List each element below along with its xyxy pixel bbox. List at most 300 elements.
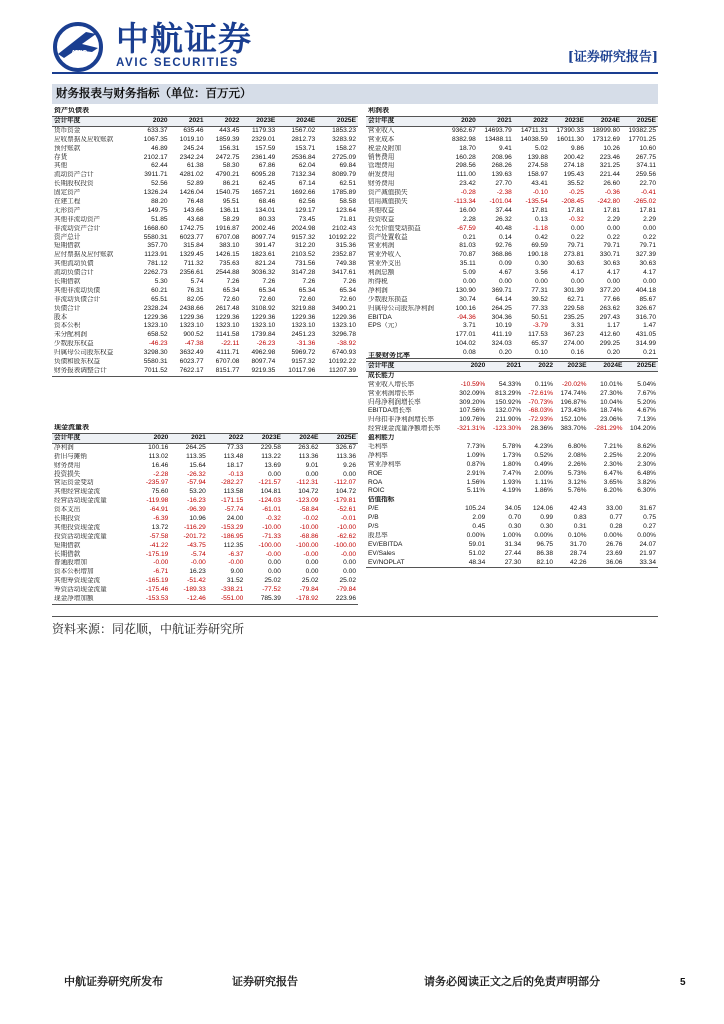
value-cell: 62.44	[151, 162, 168, 170]
value-cell: 0.27	[643, 522, 656, 530]
ratio-group-row	[366, 434, 658, 443]
value-cell: 299.25	[599, 340, 620, 348]
value-cell: 61.38	[186, 162, 204, 170]
value-cell: -179.81	[333, 497, 356, 505]
table-row	[52, 313, 358, 322]
year-header: 2025E	[622, 116, 658, 126]
value-cell: 0.31	[573, 522, 587, 530]
value-cell: 28.74	[570, 549, 587, 557]
value-cell: 267.75	[635, 153, 656, 161]
row-label: 其他经营现金流	[54, 488, 101, 496]
value-cell: 109.76%	[459, 416, 486, 424]
value-cell: 2.30%	[637, 460, 656, 468]
value-cell: 65.34	[222, 286, 240, 294]
value-cell: 72.60	[222, 295, 240, 303]
table-row	[52, 577, 358, 586]
value-cell: 52.56	[151, 180, 168, 188]
table-row	[52, 462, 358, 471]
value-cell: 42.26	[555, 558, 588, 567]
value-cell: 10.04%	[600, 398, 623, 406]
value-cell: -0.00	[303, 550, 319, 558]
value-cell: -10.00	[262, 523, 281, 531]
row-label: 其他非流动负债	[54, 286, 101, 294]
value-cell: 6.30%	[637, 487, 656, 495]
table-row	[366, 452, 658, 461]
value-cell: 3283.92	[332, 135, 356, 143]
value-cell: 3219.88	[291, 304, 316, 312]
table-title-row	[52, 424, 358, 433]
row-label: 其他流动负债	[54, 260, 94, 268]
value-cell: -135.54	[525, 197, 548, 205]
value-cell: -0.02	[303, 514, 319, 522]
year-header: 2023E	[555, 361, 588, 371]
table-header-row	[52, 116, 358, 126]
value-cell: 711.32	[183, 260, 204, 268]
table-row	[52, 136, 358, 145]
value-cell: 26.76	[605, 540, 623, 548]
table-row	[366, 416, 658, 425]
row-label: 折旧与摊销	[54, 452, 87, 460]
value-cell: -0.25	[568, 189, 584, 197]
value-cell: 9157.32	[291, 233, 316, 241]
value-cell: 124.06	[532, 505, 554, 513]
value-cell: -124.03	[258, 497, 281, 505]
value-cell: 42.43	[570, 505, 587, 513]
value-cell: -265.02	[633, 197, 656, 205]
value-cell: 3632.49	[179, 349, 204, 357]
value-cell: 1229.36	[291, 313, 316, 321]
value-cell: 64.14	[495, 295, 512, 303]
value-cell: -116.29	[183, 523, 206, 531]
value-cell: 0.00	[268, 470, 281, 478]
value-cell: 9.01	[305, 461, 319, 469]
value-cell: 13.69	[264, 461, 281, 469]
value-cell: 259.56	[635, 171, 656, 179]
value-cell: 0.83	[573, 514, 587, 522]
row-label: 应收票据及应收账款	[54, 135, 114, 143]
value-cell: 9157.32	[291, 357, 316, 365]
value-cell: 111.00	[456, 171, 476, 179]
table-row	[52, 287, 358, 296]
page-number: 5	[680, 977, 686, 988]
value-cell: 900.52	[183, 331, 204, 339]
value-cell: 7.26	[302, 277, 316, 285]
value-cell: 412.60	[599, 331, 620, 339]
value-cell: -338.21	[220, 586, 244, 594]
value-cell: 2352.87	[332, 251, 356, 259]
value-cell: 62.56	[298, 197, 316, 205]
row-label: 投资活动现金流量	[54, 532, 107, 540]
value-cell: -112.31	[296, 479, 319, 487]
value-cell: 4.67%	[637, 407, 656, 415]
row-label: P/B	[368, 514, 379, 522]
table-row	[366, 541, 658, 550]
value-cell: 2024.98	[291, 224, 316, 232]
value-cell: 5969.72	[291, 349, 316, 357]
value-cell: 2.09	[472, 514, 486, 522]
row-label: ROE	[368, 469, 383, 477]
value-cell: 16011.30	[556, 135, 584, 143]
value-cell: 1785.89	[332, 189, 356, 197]
value-cell: 2361.49	[251, 153, 276, 161]
value-cell: 2472.75	[215, 153, 240, 161]
row-label: 负债和股东权益	[54, 357, 101, 365]
value-cell: 17701.25	[628, 135, 656, 143]
table-row	[366, 550, 658, 559]
value-cell: 67.14	[298, 180, 316, 188]
table-row	[366, 505, 658, 514]
value-cell: 264.25	[185, 443, 206, 451]
ratio-group-label: 成长能力	[368, 371, 395, 379]
row-label: EV/Sales	[368, 549, 396, 557]
value-cell: -189.33	[183, 586, 206, 594]
row-label	[366, 340, 446, 349]
value-cell: 4281.02	[179, 171, 204, 179]
value-cell: -282.27	[220, 479, 244, 487]
table-header-row	[366, 116, 658, 126]
value-cell: 26.32	[495, 215, 512, 223]
source-divider	[52, 616, 658, 617]
value-cell: 4962.98	[251, 349, 276, 357]
value-cell: 62.04	[298, 162, 316, 170]
value-cell: 4.67	[498, 269, 512, 277]
value-cell: 1.80%	[502, 460, 522, 468]
value-cell: 9.41	[498, 144, 512, 152]
svg-text:AVIC: AVIC	[71, 50, 88, 57]
value-cell: 264.25	[491, 304, 512, 312]
value-cell: 327.39	[635, 251, 656, 259]
value-cell: 1.73%	[502, 451, 522, 459]
value-cell: 6.20%	[603, 487, 623, 495]
value-cell: -68.03%	[528, 407, 554, 415]
value-cell: 1323.10	[143, 322, 168, 330]
value-cell: 10.96	[189, 514, 206, 522]
value-cell: -51.42	[187, 577, 206, 585]
value-cell: 8382.98	[451, 135, 476, 143]
value-cell: 18999.80	[592, 126, 620, 134]
value-cell: 1916.87	[215, 224, 240, 232]
table-title: 主要财务比率	[368, 352, 410, 360]
year-header: 2020	[451, 361, 487, 371]
value-cell: 3490.21	[332, 304, 356, 312]
value-cell: 39.52	[531, 295, 548, 303]
value-cell: 88.20	[151, 197, 168, 205]
value-cell: 3108.92	[251, 304, 276, 312]
value-cell: -121.57	[258, 479, 281, 487]
table-row	[366, 233, 658, 242]
value-cell: 2438.66	[179, 304, 204, 312]
value-cell: -186.95	[220, 532, 244, 540]
row-label: 财务费用	[54, 461, 81, 469]
value-cell: 0.30	[535, 260, 548, 268]
table-row	[52, 524, 358, 533]
row-label: 资产减值损失	[368, 189, 408, 197]
table-row	[52, 453, 358, 462]
value-cell: -62.62	[337, 532, 356, 540]
row-label: 在建工程	[54, 197, 81, 205]
value-cell: 3298.30	[143, 349, 168, 357]
value-cell: 3.56	[535, 269, 548, 277]
value-cell: 4.17	[643, 269, 656, 277]
value-cell: 7.13%	[637, 416, 656, 424]
table-row	[366, 478, 658, 487]
row-label: 长期投资	[54, 514, 81, 522]
value-cell: 411.19	[492, 331, 512, 339]
value-cell: 18.70	[459, 144, 476, 152]
year-header: 2021	[170, 433, 208, 443]
value-cell: 65.37	[531, 340, 548, 348]
table-row	[52, 559, 358, 568]
row-label: 资产处置收益	[368, 233, 408, 241]
value-cell: 67.86	[258, 162, 276, 170]
value-cell: 2.28	[462, 215, 476, 223]
value-cell: 2617.48	[215, 304, 240, 312]
value-cell: 0.00	[643, 224, 656, 232]
year-header: 2024E	[283, 433, 321, 443]
table-row	[366, 443, 658, 452]
value-cell: 104.72	[298, 488, 319, 496]
value-cell: -235.97	[145, 479, 169, 487]
row-label: 营业利润	[368, 242, 395, 250]
value-cell: 17.81	[567, 206, 584, 214]
value-cell: -16.23	[187, 497, 206, 505]
value-cell: 6707.08	[215, 233, 240, 241]
row-label: 其他投资现金流	[54, 523, 101, 531]
value-cell: 4111.71	[216, 349, 240, 357]
value-cell: -281.29%	[594, 425, 623, 433]
row-label: 归母净利润增长率	[368, 398, 421, 406]
year-header: 2025E	[320, 433, 358, 443]
row-label: 研发费用	[368, 171, 395, 179]
value-cell: 1123.91	[144, 251, 168, 259]
value-cell: 1229.36	[332, 313, 356, 321]
value-cell: 51.02	[468, 549, 486, 557]
row-label: 管理费用	[368, 162, 395, 170]
value-cell: 160.28	[455, 153, 476, 161]
row-label: 资本公积增加	[54, 568, 94, 576]
row-label: 净利率	[368, 451, 388, 459]
table-row	[366, 198, 658, 207]
value-cell: 13488.11	[484, 135, 512, 143]
value-cell: 821.24	[255, 260, 276, 268]
value-cell: 6.48%	[637, 469, 656, 477]
row-label: 其他非流动资产	[54, 215, 101, 223]
value-cell: -2.28	[153, 470, 169, 478]
table-row	[52, 367, 358, 376]
table-row	[52, 595, 358, 604]
value-cell: 2.29	[607, 215, 620, 223]
value-cell: -1.18	[532, 224, 548, 232]
value-cell: 17.81	[531, 206, 548, 214]
value-cell: -0.00	[340, 550, 356, 558]
value-cell: -101.04	[489, 197, 512, 205]
year-header: 2024E	[586, 116, 622, 126]
value-cell: 27.44	[504, 549, 522, 557]
value-cell: 2002.46	[251, 224, 276, 232]
value-cell: 33.34	[624, 558, 658, 567]
table-row	[52, 296, 358, 305]
value-cell: 2103.52	[291, 251, 316, 259]
table-row	[52, 542, 358, 551]
value-cell: -20.02%	[561, 380, 587, 388]
income-statement-table	[366, 107, 658, 359]
value-cell: 3417.61	[332, 269, 356, 277]
value-cell: -10.59%	[460, 380, 486, 388]
value-cell: -12.46	[170, 595, 208, 604]
value-cell: 2725.09	[332, 153, 356, 161]
table-row	[366, 313, 658, 322]
value-cell: 0.00%	[637, 531, 656, 539]
table-row	[366, 470, 658, 479]
value-cell: 221.44	[599, 171, 620, 179]
ratio-group-label: 估值指标	[368, 496, 395, 504]
value-cell: 174.74%	[560, 389, 587, 397]
value-cell: 0.00	[535, 277, 548, 285]
value-cell: 0.00	[305, 559, 319, 567]
value-cell: 0.08	[446, 349, 478, 358]
row-label: 固定资产	[54, 189, 81, 197]
value-cell: -72.61%	[528, 389, 554, 397]
header-label: 会计年度	[366, 116, 446, 126]
row-label: 负债合计	[54, 304, 81, 312]
value-cell: 104.72	[335, 488, 356, 496]
table-row	[366, 523, 658, 532]
row-label: 信用减值损失	[368, 197, 408, 205]
value-cell: 2328.24	[143, 304, 168, 312]
value-cell: -0.32	[568, 215, 584, 223]
value-cell: -178.92	[283, 595, 321, 604]
value-cell: -551.00	[208, 595, 246, 604]
value-cell: 1742.75	[179, 224, 204, 232]
value-cell: 0.00%	[603, 531, 623, 539]
value-cell: -64.91	[149, 506, 169, 514]
year-header: 2020	[133, 433, 171, 443]
value-cell: 68.46	[258, 197, 276, 205]
value-cell: 735.63	[219, 260, 240, 268]
value-cell: 2262.73	[143, 269, 168, 277]
row-label: EPS（元）	[368, 322, 401, 330]
header-label: 会计年度	[52, 433, 133, 443]
value-cell: -0.00	[265, 550, 281, 558]
row-label: P/E	[368, 505, 379, 513]
value-cell: 69.84	[339, 162, 356, 170]
value-cell: -153.53	[133, 595, 171, 604]
value-cell: 96.75	[536, 540, 554, 548]
value-cell: -26.32	[187, 470, 206, 478]
value-cell: 0.22	[571, 233, 584, 241]
value-cell: 10.01%	[600, 380, 623, 388]
value-cell: 25.02	[301, 577, 319, 585]
value-cell: 2.30%	[603, 460, 623, 468]
table-row	[52, 586, 358, 595]
table-row	[52, 126, 358, 135]
value-cell: -57.74	[224, 506, 244, 514]
table-row	[366, 251, 658, 260]
value-cell: 298.56	[455, 162, 476, 170]
table-row	[52, 216, 358, 225]
value-cell: -5.74	[190, 550, 206, 558]
value-cell: 1323.10	[179, 322, 204, 330]
value-cell: 1.93%	[502, 478, 522, 486]
value-cell: 2102.17	[143, 153, 168, 161]
value-cell: -61.01	[262, 506, 281, 514]
value-cell: -0.00	[228, 559, 244, 567]
value-cell: 23.69	[605, 549, 623, 557]
value-cell: 1229.36	[143, 313, 168, 321]
value-cell: 7.26	[262, 277, 276, 285]
value-cell: 30.63	[603, 260, 620, 268]
value-cell: 129.17	[295, 206, 316, 214]
value-cell: 1692.66	[291, 189, 316, 197]
value-cell: 0.00	[571, 277, 584, 285]
value-cell: 316.70	[635, 313, 656, 321]
value-cell: 9362.67	[451, 126, 476, 134]
value-cell: 0.16	[550, 349, 586, 358]
row-label: 净利润	[368, 286, 388, 294]
row-label: 资本公积	[54, 322, 81, 330]
value-cell: 0.52%	[534, 451, 554, 459]
row-label: 投资收益	[368, 215, 395, 223]
table-title-row	[366, 107, 658, 116]
table-title-row	[366, 352, 658, 361]
value-cell: 8097.74	[251, 357, 276, 365]
value-cell: 112.35	[223, 541, 244, 549]
value-cell: 19382.25	[628, 126, 656, 134]
value-cell: 62.45	[258, 180, 276, 188]
value-cell: 3.82%	[637, 478, 656, 486]
year-header: 2021	[487, 361, 523, 371]
value-cell: 85.67	[639, 295, 656, 303]
value-cell: 312.20	[295, 242, 316, 250]
value-cell: 314.99	[635, 340, 656, 348]
value-cell: 7.26	[226, 277, 240, 285]
value-cell: 92.76	[495, 242, 512, 250]
value-cell: -123.30%	[492, 425, 522, 433]
value-cell: 2.20%	[637, 451, 656, 459]
value-cell: 40.48	[495, 224, 512, 232]
row-label: 营业收入增长率	[368, 380, 415, 388]
value-cell: 3296.78	[332, 331, 356, 339]
row-label: EBITDA	[368, 313, 392, 321]
value-cell: 635.46	[183, 126, 204, 134]
value-cell: 0.00	[305, 568, 319, 576]
value-cell: 7.47%	[502, 469, 522, 477]
value-cell: 28.36%	[530, 425, 554, 433]
value-cell: 273.81	[563, 251, 584, 259]
value-cell: -67.59	[457, 224, 476, 232]
value-cell: 0.00	[498, 277, 512, 285]
value-cell: 107.56%	[459, 407, 486, 415]
value-cell: 65.34	[339, 286, 356, 294]
value-cell: -153.29	[220, 523, 244, 531]
value-cell: 0.13	[535, 215, 548, 223]
header-divider	[52, 72, 658, 74]
value-cell: 0.30	[508, 522, 522, 530]
value-cell: -112.07	[334, 479, 356, 487]
value-cell: 58.30	[222, 162, 240, 170]
value-cell: 4790.21	[215, 171, 240, 179]
row-label: 长期借款	[54, 550, 81, 558]
value-cell: 73.45	[298, 215, 316, 223]
row-label: ROIC	[368, 487, 385, 495]
value-cell: 404.18	[635, 286, 656, 294]
value-cell: 330.71	[599, 251, 620, 259]
value-cell: 113.22	[261, 452, 281, 460]
value-cell: 27.30%	[600, 389, 623, 397]
value-cell: 157.59	[255, 144, 276, 152]
value-cell: -57.58	[149, 532, 169, 540]
value-cell: 1.09%	[466, 451, 486, 459]
